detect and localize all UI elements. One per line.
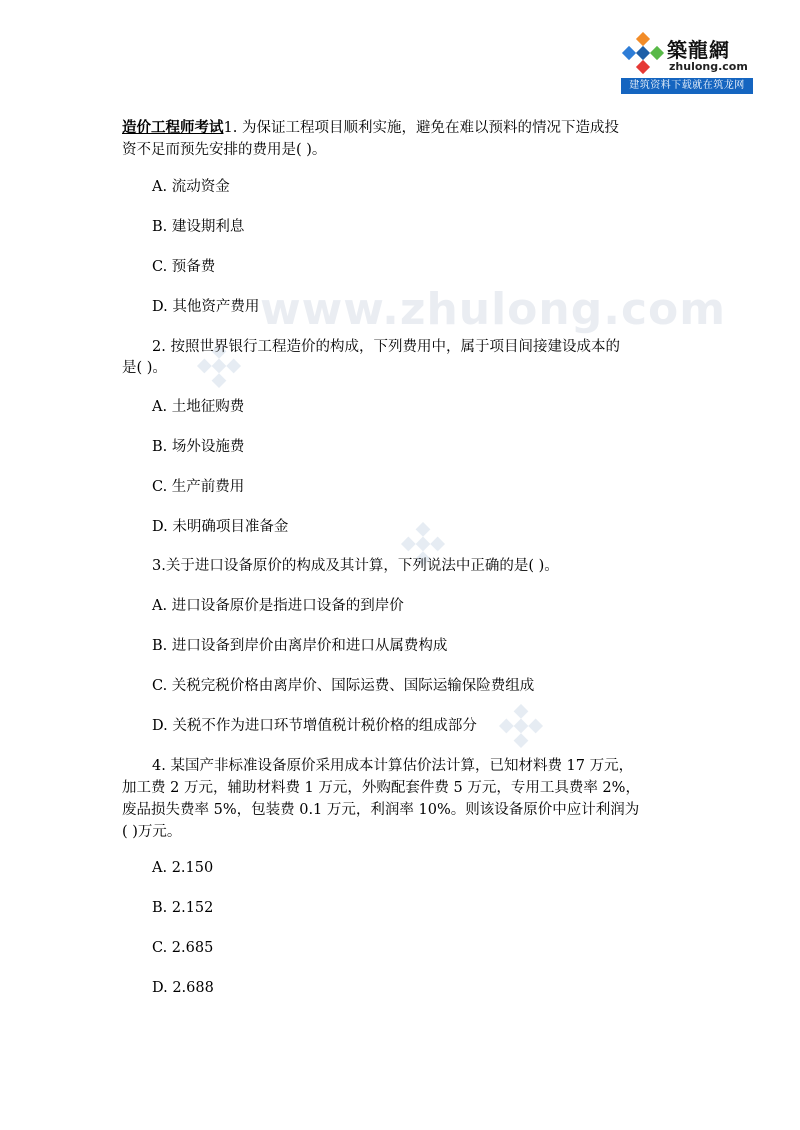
option-q3-a: A. 进口设备原价是指进口设备的到岸价	[152, 598, 404, 614]
option-q4-b: B. 2.152	[152, 900, 214, 916]
option-q4-a: A. 2.150	[152, 860, 214, 876]
snowflake-logo-icon	[621, 32, 665, 76]
question-3-line-1: 3.关于进口设备原价的构成及其计算，下列说法中正确的是( )。	[152, 558, 559, 574]
option-q4-d: D. 2.688	[152, 980, 214, 996]
option-q2-b: B. 场外设施费	[152, 439, 245, 455]
option-q3-c: C. 关税完税价格由离岸价、国际运费、国际运输保险费组成	[152, 678, 535, 694]
question-4-line-2: 加工费 2 万元，辅助材料费 1 万元，外购配套件费 5 万元，专用工具费率 2%，	[122, 780, 640, 796]
question-2-line-1: 2. 按照世界银行工程造价的构成，下列费用中，属于项目间接建设成本的	[152, 339, 620, 355]
question-1-line-2: 资不足而预先安排的费用是( )。	[122, 142, 327, 158]
option-q1-a: A. 流动资金	[152, 179, 230, 195]
option-q1-d: D. 其他资产费用	[152, 299, 260, 315]
question-1-text: 1. 为保证工程项目顺利实施，避免在难以预料的情况下造成投	[223, 120, 619, 136]
option-q2-c: C. 生产前费用	[152, 479, 245, 495]
option-q2-a: A. 土地征购费	[152, 399, 245, 415]
option-q2-d: D. 未明确项目准备金	[152, 519, 289, 535]
logo-slogan: 建筑资料下载就在筑龙网	[621, 78, 753, 94]
question-1-line-1	[122, 117, 619, 139]
option-q1-b: B. 建设期利息	[152, 219, 245, 235]
question-4-line-4: ( )万元。	[122, 824, 182, 840]
site-logo	[621, 28, 753, 96]
option-q3-d: D. 关税不作为进口环节增值税计税价格的组成部分	[152, 718, 477, 734]
question-4-line-1: 4. 某国产非标准设备原价采用成本计算估价法计算，已知材料费 17 万元，	[152, 758, 634, 774]
option-q1-c: C. 预备费	[152, 259, 216, 275]
option-q3-b: B. 进口设备到岸价由离岸价和进口从属费构成	[152, 638, 448, 654]
logo-domain: zhulong.com	[669, 60, 748, 73]
watermark-text: www.zhulong.com	[260, 284, 727, 335]
question-2-line-2: 是( )。	[122, 360, 167, 376]
document-title: 造价工程师考试	[122, 119, 224, 136]
option-q4-c: C. 2.685	[152, 940, 214, 956]
logo-name: 築龍網	[667, 38, 730, 62]
question-4-line-3: 废品损失费率 5%，包装费 0.1 万元，利润率 10%。则该设备原价中应计利润为	[122, 802, 640, 818]
watermark-snowflake-icon	[498, 704, 544, 750]
